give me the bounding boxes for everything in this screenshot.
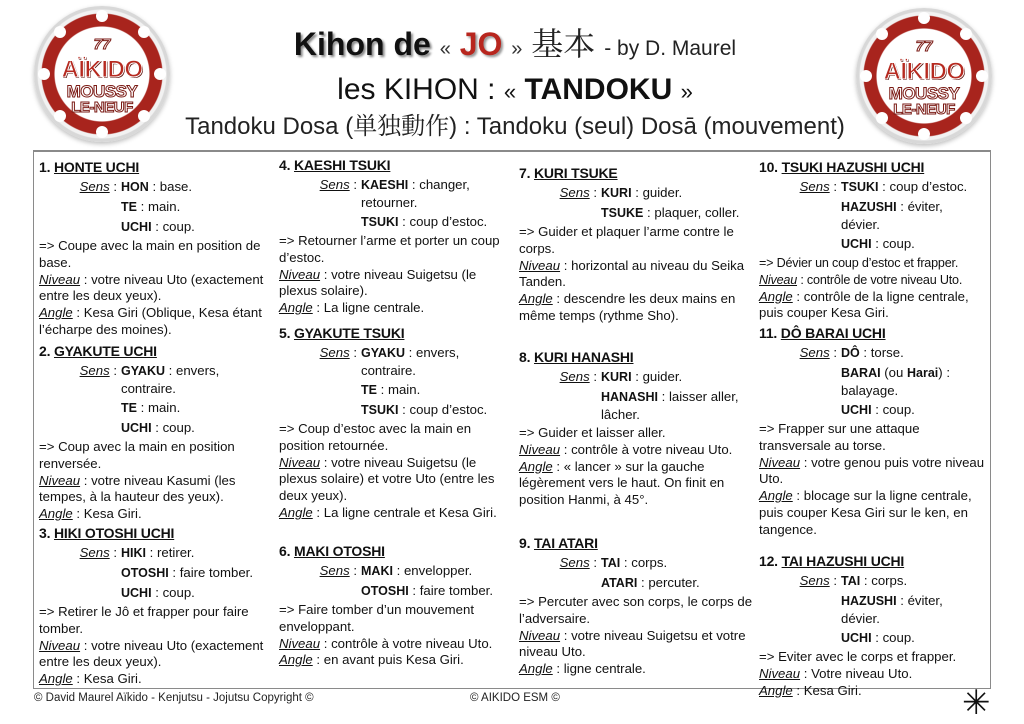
technique-6: 6. MAKI OTOSHI Sens : MAKI : envelopper. OTOSHI : faire tomber. => Faire tomber d’un mouvement enveloppant. Niveau : contrôle à votre niveau Uto. Angle : en avant puis Kesa Giri. [279, 542, 515, 669]
technique-angle: Angle : Kesa Giri. [39, 671, 142, 687]
technique-angle: Angle : Kesa Giri. [39, 506, 142, 522]
technique-10: 10. TSUKI HAZUSHI UCHI Sens : TSUKI : coup d’estoc. HAZUSHI : éviter, dévier. UCHI : coup. => Dévier un coup d’estoc et frapper. Niveau : contrôle de votre niveau Uto. Angle : contrôle de la ligne centrale, puis couper Kesa Giri. [759, 158, 989, 322]
technique-angle: Angle : « lancer » sur la gauche légèrement vers le haut. On finit en position Hanmi, à 45°. [519, 458, 725, 508]
technique-niveau: Niveau : votre niveau Suigetsu (le plexus solaire). [279, 266, 477, 299]
technique-angle: Angle : contrôle de la ligne centrale, puis couper Kesa Giri. [759, 288, 969, 321]
title-jo: JO [459, 26, 503, 62]
title-close-quote: » [511, 38, 523, 60]
club-logo-left [34, 6, 170, 142]
logo-number: 77 [93, 36, 111, 53]
technique-niveau: Niveau : contrôle de votre niveau Uto. [759, 272, 963, 287]
technique-niveau: Niveau : votre genou puis votre niveau Uto. [759, 454, 985, 487]
subtitle-close-quote: » [680, 79, 693, 104]
technique-niveau: Niveau : votre niveau Suigetsu (le plexus solaire) et votre Uto (entre les deux yeux). [279, 454, 495, 504]
technique-title: 12. TAI HAZUSHI UCHI [759, 553, 905, 569]
technique-meaning: => Eviter avec le corps et frapper. [759, 649, 957, 664]
logo-aikido: AÏKIDO [883, 58, 965, 85]
technique-meaning: => Coup avec la main en position renversée. [39, 439, 235, 471]
logo-dot [918, 128, 930, 140]
technique-1: 1. HONTE UCHI Sens : HON : base. TE : main. UCHI : coup. => Coupe avec la main en position de base. Niveau : votre niveau Uto (exactement entre les deux yeux). Angle : Kesa Giri (Oblique, Kesa étant l’écharpe des moines). [39, 158, 275, 339]
technique-angle: Angle : La ligne centrale. [279, 300, 425, 316]
technique-meaning: => Retourner l’arme et porter un coup d’estoc. [279, 233, 500, 265]
technique-angle: Angle : Kesa Giri. [759, 682, 862, 698]
technique-niveau: Niveau : contrôle à votre niveau Uto. [519, 441, 733, 457]
technique-11: 11. DÔ BARAI UCHI Sens : DÔ : torse. BARAI (ou Harai) : balayage. UCHI : coup. => Frapper sur une attaque transversale au torse. Niveau : votre genou puis votre niveau Uto. Angle : blocage sur la ligne centrale, puis couper Kesa Giri sur le ken, en tangence. [759, 324, 989, 539]
technique-angle: Angle : blocage sur la ligne centrale, puis couper Kesa Giri sur le ken, en tangence. [759, 488, 972, 537]
logo-aikido: AÏKIDO [61, 56, 143, 83]
technique-meaning: => Percuter avec son corps, le corps de l’adversaire. [519, 594, 753, 626]
technique-2: 2. GYAKUTE UCHI Sens : GYAKU : envers, contraire. TE : main. UCHI : coup. => Coup avec la main en position renversée. Niveau : votre niveau Kasumi (les tempes, à la hauteur des yeux). Angle : Kesa Giri. [39, 342, 275, 523]
subtitle-prefix: les KIHON : [337, 73, 496, 106]
technique-title: 9. TAI ATARI [519, 535, 598, 551]
technique-title: 7. KURI TSUKE [519, 165, 618, 181]
logo-dot [96, 10, 108, 22]
technique-angle: Angle : Kesa Giri (Oblique, Kesa étant l’écharpe des moines). [39, 305, 262, 337]
title-kanji: 基本 [531, 26, 596, 62]
logo-moussy: MOUSSY [888, 84, 960, 103]
logo-moussy: MOUSSY [66, 82, 138, 101]
logo-dot [918, 12, 930, 24]
technique-niveau: Niveau : votre niveau Suigetsu et votre niveau Uto. [519, 627, 746, 660]
technique-7: 7. KURI TSUKE Sens : KURI : guider. TSUKE : plaquer, coller. => Guider et plaquer l’arme contre le corps. Niveau : horizontal au niveau du Seika Tanden. Angle : descendre les deux mains en même temps (rythme Sho). [519, 164, 755, 325]
technique-title: 2. GYAKUTE UCHI [39, 343, 157, 359]
page-description: Tandoku Dosa (単独動作) : Tandoku (seul) Dosā (mouvement) [185, 113, 845, 140]
technique-angle: Angle : descendre les deux mains en même temps (rythme Sho). [519, 291, 736, 323]
page-title [175, 24, 855, 69]
technique-title: 8. KURI HANASHI [519, 349, 634, 365]
technique-niveau: Niveau : horizontal au niveau du Seika Tanden. [519, 257, 745, 290]
logo-dot [96, 126, 108, 138]
technique-title: 6. MAKI OTOSHI [279, 543, 385, 559]
technique-9: 9. TAI ATARI Sens : TAI : corps. ATARI : percuter. => Percuter avec son corps, le corps de l’adversaire. Niveau : votre niveau Suigetsu et votre niveau Uto. Angle : ligne centrale. [519, 534, 755, 678]
technique-meaning: => Retirer le Jô et frapper pour faire tomber. [39, 604, 249, 636]
technique-4: 4. KAESHI TSUKI Sens : KAESHI : changer, retourner. TSUKI : coup d’estoc. => Retourner l’arme et porter un coup d’estoc. Niveau : votre niveau Suigetsu (le plexus solaire). Angle : La ligne centrale. [279, 156, 515, 317]
technique-title: 11. DÔ BARAI UCHI [759, 325, 886, 341]
technique-3: 3. HIKI OTOSHI UCHI Sens : HIKI : retirer. OTOSHI : faire tomber. UCHI : coup. => Retirer le Jô et frapper pour faire tomber. Niveau : votre niveau Uto (exactement entre les deux yeux). Angle : Kesa Giri. [39, 524, 275, 688]
technique-niveau: Niveau : votre niveau Uto (exactement entre les deux yeux). [39, 637, 264, 670]
technique-meaning: => Frapper sur une attaque transversale au torse. [759, 421, 920, 453]
technique-8: 8. KURI HANASHI Sens : KURI : guider. HANASHI : laisser aller, lâcher. => Guider et laisser aller. Niveau : contrôle à votre niveau Uto. Angle : « lancer » sur la gauche légèrement vers le haut. On finit en position Hanmi, à 45°. [519, 348, 755, 509]
technique-title: 3. HIKI OTOSHI UCHI [39, 525, 175, 541]
technique-12: 12. TAI HAZUSHI UCHI Sens : TAI : corps. HAZUSHI : éviter, dévier. UCHI : coup. => Eviter avec le corps et frapper. Niveau : Votre niveau Uto. Angle : Kesa Giri. [759, 552, 989, 699]
subtitle-tandoku: TANDOKU [524, 73, 673, 106]
technique-title: 5. GYAKUTE TSUKI [279, 325, 405, 341]
logo-number: 77 [915, 38, 933, 55]
subtitle-open-quote: « [503, 79, 517, 104]
technique-niveau: Niveau : votre niveau Uto (exactement entre les deux yeux). [39, 271, 264, 304]
technique-angle: Angle : La ligne centrale et Kesa Giri. [279, 504, 497, 520]
technique-title: 10. TSUKI HAZUSHI UCHI [759, 159, 925, 175]
technique-title: 1. HONTE UCHI [39, 159, 140, 175]
title-author: - by D. Maurel [604, 37, 737, 60]
technique-meaning: => Faire tomber d’un mouvement enveloppant. [279, 602, 474, 634]
club-logo-right [856, 8, 992, 144]
footer-copyright-club: © AIKIDO ESM © [470, 692, 560, 704]
footer-copyright-author: © David Maurel Aïkido - Kenjutsu - Jojutsu Copyright © [34, 692, 314, 704]
technique-title: 4. KAESHI TSUKI [279, 157, 391, 173]
technique-angle: Angle : ligne centrale. [519, 661, 646, 677]
page-subtitle [175, 72, 855, 110]
title-open-quote: « [439, 38, 451, 60]
technique-meaning: => Coupe avec la main en position de base. [39, 238, 261, 270]
asterisk-icon: ✳ [962, 684, 991, 722]
logo-le-neuf: LE-NEUF [71, 99, 133, 116]
technique-meaning: => Guider et plaquer l’arme contre le corps. [519, 224, 734, 256]
technique-5: 5. GYAKUTE TSUKI Sens : GYAKU : envers, contraire. TE : main. TSUKI : coup d’estoc. => Coup d’estoc avec la main en position retournée. Niveau : votre niveau Suigetsu (le plexus solaire) et votre Uto (entre les deux yeux). Angle : La ligne centrale et Kesa Giri. [279, 324, 515, 522]
logo-le-neuf: LE-NEUF [893, 101, 955, 118]
title-kihon: Kihon de [293, 26, 431, 62]
technique-meaning: => Guider et laisser aller. [519, 425, 666, 440]
technique-meaning: => Dévier un coup d’estoc et frapper. [759, 256, 959, 270]
technique-niveau: Niveau : contrôle à votre niveau Uto. [279, 635, 493, 651]
technique-niveau: Niveau : Votre niveau Uto. [759, 665, 913, 681]
technique-niveau: Niveau : votre niveau Kasumi (les tempes, à la hauteur des yeux). [39, 472, 236, 505]
technique-meaning: => Coup d’estoc avec la main en position retournée. [279, 421, 472, 453]
technique-angle: Angle : en avant puis Kesa Giri. [279, 652, 464, 668]
